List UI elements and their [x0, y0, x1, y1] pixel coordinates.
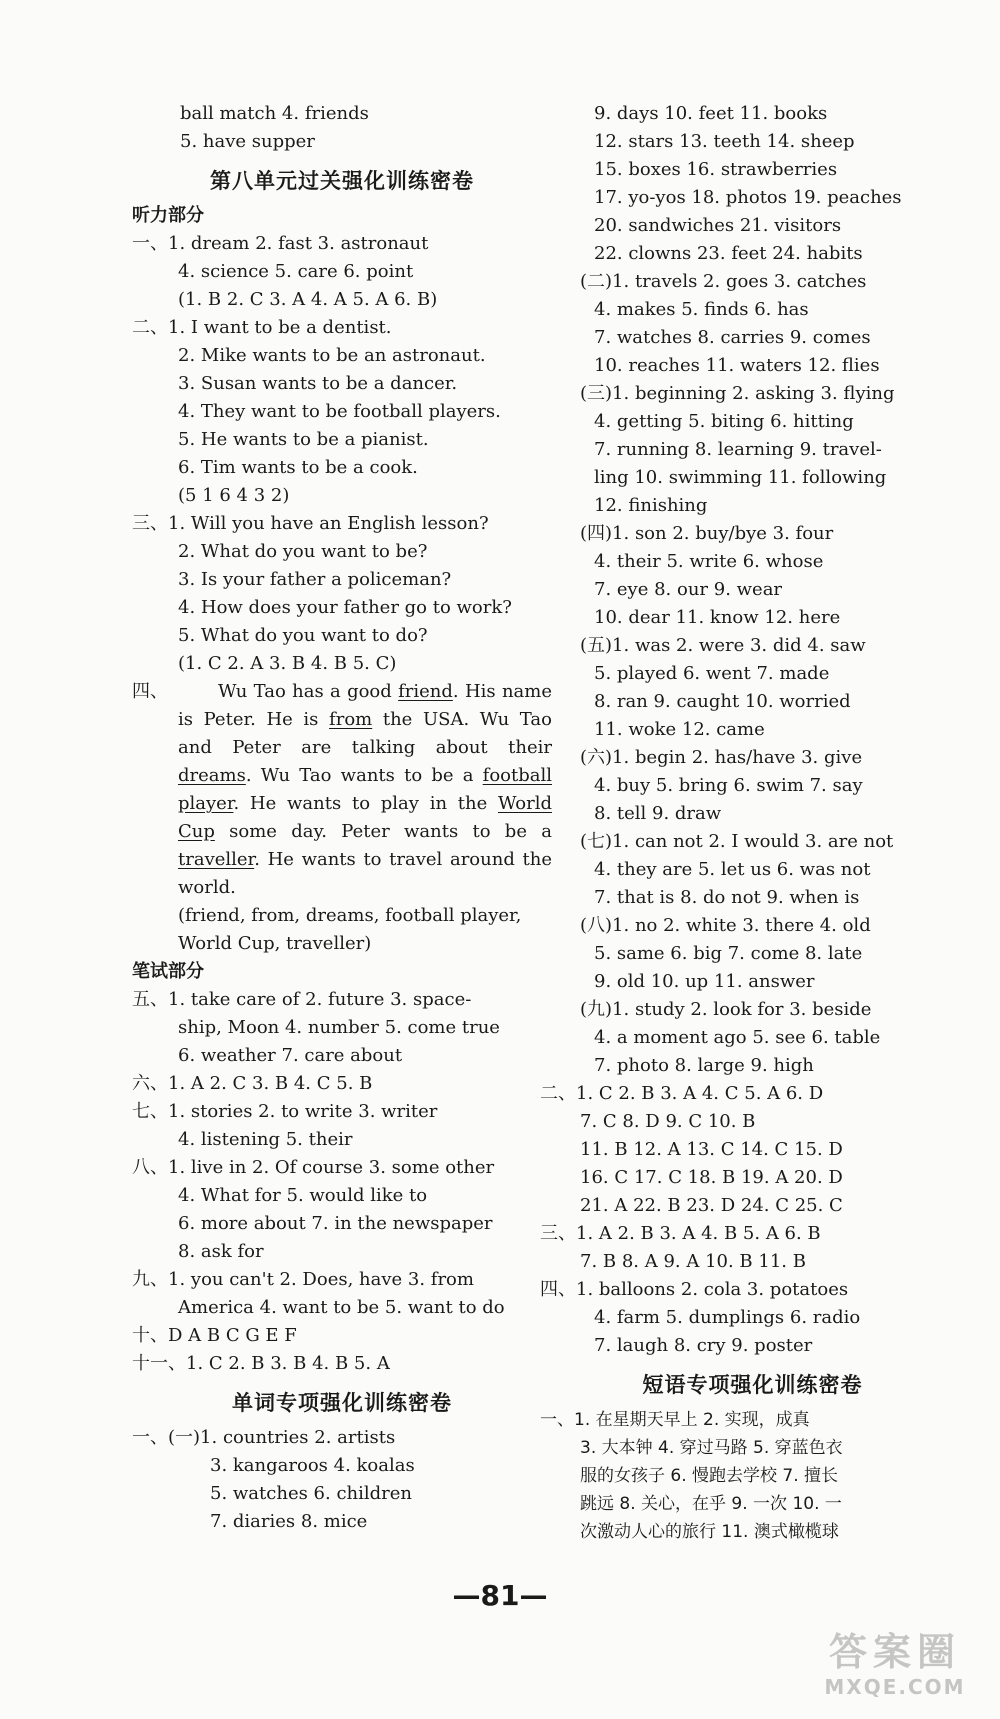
- answer-line: 7. laugh 8. cry 9. poster: [594, 1335, 813, 1356]
- answer-line: 3. Susan wants to be a dancer.: [178, 373, 458, 394]
- answer-line: ling 10. swimming 11. following: [594, 467, 887, 488]
- answer-line: 12. finishing: [594, 495, 708, 516]
- answer-line: (1. B 2. C 3. A 4. A 5. A 6. B): [178, 289, 438, 310]
- answer-line: America 4. want to be 5. want to do: [178, 1297, 505, 1318]
- answer-line: 8. ask for: [178, 1241, 264, 1262]
- left-column: [132, 100, 552, 1536]
- answer-line: 7. diaries 8. mice: [210, 1511, 368, 1532]
- answer-line: 十、D A B C G E F: [132, 1325, 297, 1346]
- answer-line: 4. they are 5. let us 6. was not: [594, 859, 871, 880]
- answer-line: 十一、1. C 2. B 3. B 4. B 5. A: [132, 1353, 390, 1374]
- answer-line: 三、1. Will you have an English lesson?: [132, 513, 489, 534]
- answer-line: 17. yo-yos 18. photos 19. peaches: [594, 187, 902, 208]
- answer-line: 4. buy 5. bring 6. swim 7. say: [594, 775, 863, 796]
- blank-answer: traveller: [178, 849, 255, 870]
- answer-line: 9. old 10. up 11. answer: [594, 971, 815, 992]
- answer-line: 7. running 8. learning 9. travel-: [594, 439, 882, 460]
- answer-line: 7. C 8. D 9. C 10. B: [580, 1111, 756, 1132]
- answer-line: 7. eye 8. our 9. wear: [594, 579, 783, 600]
- answer-line: 5. played 6. went 7. made: [594, 663, 830, 684]
- answer-line: 8. ran 9. caught 10. worried: [594, 691, 851, 712]
- answer-line: (六)1. begin 2. has/have 3. give: [580, 747, 863, 768]
- listening-section-label: 听力部分: [132, 205, 204, 226]
- answer-line: 10. dear 11. know 12. here: [594, 607, 841, 628]
- answer-line: 7. B 8. A 9. A 10. B 11. B: [580, 1251, 806, 1272]
- answer-line: 4. a moment ago 5. see 6. table: [594, 1027, 881, 1048]
- answer-line: 七、1. stories 2. to write 3. writer: [132, 1101, 438, 1122]
- answer-line: 4. getting 5. biting 6. hitting: [594, 411, 854, 432]
- answer-line: 5. He wants to be a pianist.: [178, 429, 429, 450]
- watermark-top-text: 答案圈: [828, 1630, 961, 1674]
- answer-line: 4. listening 5. their: [178, 1129, 353, 1150]
- answer-line: 四、1. balloons 2. cola 3. potatoes: [540, 1279, 849, 1300]
- page-number: —81—: [452, 1579, 548, 1612]
- answer-line: 4. science 5. care 6. point: [178, 261, 414, 282]
- answer-line: 2. What do you want to be?: [178, 541, 428, 562]
- answer-line: 5. What do you want to do?: [178, 625, 428, 646]
- passage-text: . He wants to play in the: [233, 793, 498, 814]
- answer-line: 21. A 22. B 23. D 24. C 25. C: [580, 1195, 843, 1216]
- passage-text: . Wu Tao wants to be a: [245, 765, 483, 786]
- answer-line: 九、1. you can't 2. Does, have 3. from: [132, 1269, 474, 1290]
- answer-line: 3. kangaroos 4. koalas: [210, 1455, 415, 1476]
- answer-line: 五、1. take care of 2. future 3. space-: [132, 989, 472, 1010]
- answer-line: 4. their 5. write 6. whose: [594, 551, 824, 572]
- answer-line: 二、1. I want to be a dentist.: [132, 317, 392, 338]
- answer-line: 6. weather 7. care about: [178, 1045, 403, 1066]
- unit8-title: 第八单元过关强化训练密卷: [210, 169, 474, 193]
- answer-line: 4. How does your father go to work?: [178, 597, 512, 618]
- answer-line: World Cup, traveller): [178, 933, 372, 954]
- answer-line: 一、1. dream 2. fast 3. astronaut: [132, 233, 429, 254]
- passage-text: Wu Tao has a good: [218, 681, 399, 702]
- answer-line: 6. more about 7. in the newspaper: [178, 1213, 493, 1234]
- question-number: 四、: [132, 681, 168, 702]
- answer-line: (friend, from, dreams, football player,: [178, 905, 522, 926]
- answer-line: ball match 4. friends: [180, 103, 369, 124]
- answer-line: 7. photo 8. large 9. high: [594, 1055, 814, 1076]
- answer-line: 12. stars 13. teeth 14. sheep: [594, 131, 855, 152]
- blank-answer: dreams: [178, 765, 246, 786]
- answer-line: 9. days 10. feet 11. books: [594, 103, 828, 124]
- answer-line: 4. They want to be football players.: [178, 401, 501, 422]
- answer-line: 10. reaches 11. waters 12. flies: [594, 355, 880, 376]
- answer-line: 一、1. 在星期天早上 2. 实现，成真: [540, 1410, 810, 1430]
- answer-line: 7. that is 8. do not 9. when is: [594, 887, 860, 908]
- answer-line: 8. tell 9. draw: [594, 803, 722, 824]
- answer-line: 三、1. A 2. B 3. A 4. B 5. A 6. B: [540, 1223, 821, 1244]
- answer-line: 11. woke 12. came: [594, 719, 765, 740]
- passage-text: . He wants to travel around the world.: [178, 849, 552, 898]
- answer-line: ship, Moon 4. number 5. come true: [178, 1017, 500, 1038]
- watermark-logo: [800, 1630, 990, 1710]
- answer-line: (七)1. can not 2. I would 3. are not: [580, 831, 894, 852]
- vocab-title: 单词专项强化训练密卷: [232, 1391, 452, 1415]
- answer-line: 15. boxes 16. strawberries: [594, 159, 838, 180]
- answer-line: (九)1. study 2. look for 3. beside: [580, 999, 872, 1020]
- answer-line: 二、1. C 2. B 3. A 4. C 5. A 6. D: [540, 1083, 824, 1104]
- passage-text: . His name is Peter. He is: [178, 681, 552, 730]
- passage-text: some day. Peter wants to be a: [214, 821, 552, 842]
- blank-answer: friend: [398, 681, 453, 702]
- answer-line: (二)1. travels 2. goes 3. catches: [580, 271, 867, 292]
- written-section-label: 笔试部分: [132, 961, 204, 982]
- answer-line: 六、1. A 2. C 3. B 4. C 5. B: [132, 1073, 373, 1094]
- answer-line: 22. clowns 23. feet 24. habits: [594, 243, 863, 264]
- answer-line: 服的女孩子 6. 慢跑去学校 7. 擅长: [580, 1466, 839, 1486]
- blank-answer: from: [329, 709, 373, 730]
- cloze-passage: [132, 678, 552, 902]
- answer-line: 3. 大本钟 4. 穿过马路 5. 穿蓝色衣: [580, 1438, 843, 1458]
- answer-line: 6. Tim wants to be a cook.: [178, 457, 418, 478]
- answer-line: 2. Mike wants to be an astronaut.: [178, 345, 486, 366]
- answer-line: 16. C 17. C 18. B 19. A 20. D: [580, 1167, 843, 1188]
- answer-line: 5. same 6. big 7. come 8. late: [594, 943, 863, 964]
- answer-line: 3. Is your father a policeman?: [178, 569, 452, 590]
- passage-text: the USA. Wu Tao and Peter are talking about their: [178, 709, 552, 758]
- answer-line: (三)1. beginning 2. asking 3. flying: [580, 383, 895, 404]
- answer-line: 八、1. live in 2. Of course 3. some other: [132, 1157, 495, 1178]
- answer-line: (5 1 6 4 3 2): [178, 485, 290, 506]
- answer-line: (1. C 2. A 3. B 4. B 5. C): [178, 653, 397, 674]
- answer-line: 4. What for 5. would like to: [178, 1185, 428, 1206]
- watermark-url: MXQE.COM: [824, 1675, 966, 1699]
- answer-line: 一、(一)1. countries 2. artists: [132, 1427, 396, 1448]
- answer-line: 5. have supper: [180, 131, 315, 152]
- blank-answer: football player: [178, 765, 552, 814]
- answer-line: (四)1. son 2. buy/bye 3. four: [580, 523, 834, 544]
- answer-line: 20. sandwiches 21. visitors: [594, 215, 842, 236]
- answer-line: 4. makes 5. finds 6. has: [594, 299, 809, 320]
- answer-line: 7. watches 8. carries 9. comes: [594, 327, 871, 348]
- answer-line: 5. watches 6. children: [210, 1483, 413, 1504]
- answer-line: 11. B 12. A 13. C 14. C 15. D: [580, 1139, 843, 1160]
- answer-line: (八)1. no 2. white 3. there 4. old: [580, 915, 871, 936]
- answer-line: 次激动人心的旅行 11. 澳式橄榄球: [580, 1522, 839, 1542]
- answer-line: (五)1. was 2. were 3. did 4. saw: [580, 635, 866, 656]
- blank-answer: World Cup: [178, 793, 552, 842]
- phrase-title: 短语专项强化训练密卷: [642, 1373, 863, 1397]
- answer-line: 跳远 8. 关心，在乎 9. 一次 10. 一: [580, 1494, 842, 1514]
- right-column: [540, 100, 925, 1546]
- answer-line: 4. farm 5. dumplings 6. radio: [594, 1307, 861, 1328]
